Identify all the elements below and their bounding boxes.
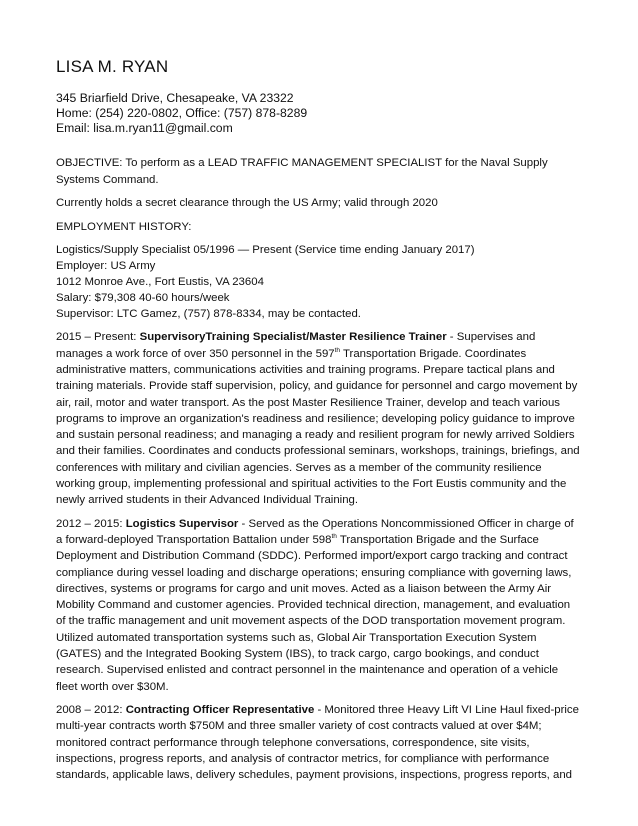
position-paragraph bbox=[56, 329, 582, 508]
email-line: Email: lisa.m.ryan11@gmail.com bbox=[56, 121, 233, 135]
position-paragraph bbox=[56, 516, 582, 695]
employer-address-line: 1012 Monroe Ave., Fort Eustis, VA 23604 bbox=[56, 276, 264, 289]
phone-line: Home: (254) 220-0802, Office: (757) 878-8289 bbox=[56, 106, 308, 120]
position-dates: 2012 – 2015: bbox=[56, 517, 126, 530]
job-title-line: Logistics/Supply Specialist 05/1996 — Present (Service time ending January 2017) bbox=[56, 244, 475, 257]
supervisor-line: Supervisor: LTC Gamez, (757) 878-8334, may be contacted. bbox=[56, 308, 361, 321]
position-title: SupervisoryTraining Specialist/Master Resilience Trainer bbox=[139, 331, 447, 344]
ordinal-suffix: th bbox=[334, 346, 341, 354]
applicant-name: LISA M. RYAN bbox=[56, 57, 169, 76]
position-dates: 2008 – 2012: bbox=[56, 703, 126, 716]
position-text-continued: Transportation Brigade. Coordinates administrative matters, communications activities and training programs. Prepare tactical plans and training materials. Provide staff supervision, policy, and guidance for personnel and cargo movement by air, rail, motor and water transport. As the post Master Resilience Trainer, develop and teach various programs to improve an organization's readiness and resilience; developing policy guidance to improve and sustain personal readiness; and managing a ready and resilient program for newly arrived Soldiers and their families. Coordinates and conducts professional seminars, workshops, trainings, briefings, and conferences with military and civilian agencies. Serves as a member of the community resilience working group, implementing professional and spiritual activities to the Fort Eustis community and the newly arrived students in their Advanced Individual Training. bbox=[56, 347, 580, 507]
position-text: - Served as the Operations Noncommissioned Officer in charge of a forward-deployed Transportation Battalion under 598 bbox=[56, 517, 574, 546]
position-paragraph bbox=[56, 702, 582, 783]
contact-block bbox=[56, 91, 582, 136]
position-text: - Monitored three Heavy Lift VI Line Haul fixed-price multi-year contracts worth $750M and three smaller variety of cost contracts valued at over $4M; monitored contract performance through telephone conversations, correspondence, site visits, inspections, progress reports, and analysis of contractor metrics, for compliance with performance standards, applicable laws, delivery schedules, payment provisions, inspections, progress reports, and bbox=[56, 703, 579, 782]
position-text-continued: Transportation Brigade and the Surface Deployment and Distribution Command (SDDC). Performed import/export cargo tracking and contract compliance during vessel loading and discharge operations; ensuring compliance with governing laws, directives, systems or programs for cargo and unit moves. Acted as a liaison between the Army Air Mobility Command and customer agencies. Provided technical direction, management, and evaluation of the traffic management and unit movement aspects of the DOD transportation movement program. Utilized automated transportation systems such as, Global Air Transportation Execution System (GATES) and the Integrated Booking System (IBS), to track cargo, cargo bookings, and conduct research. Supervised enlisted and contract personnel in the maintenance and operation of a vehicle fleet worth over $30M. bbox=[56, 533, 572, 693]
employer-line: Employer: US Army bbox=[56, 260, 156, 273]
salary-line: Salary: $79,308 40-60 hours/week bbox=[56, 292, 230, 305]
position-title: Contracting Officer Representative bbox=[125, 703, 315, 716]
clearance-statement: Currently holds a secret clearance through the US Army; valid through 2020 bbox=[56, 197, 438, 210]
position-text: - Supervises and manages a work force of over 350 personnel in the 597 bbox=[56, 331, 536, 360]
position-title: Logistics Supervisor bbox=[125, 517, 239, 530]
current-job-block bbox=[56, 242, 582, 322]
position-dates: 2015 – Present: bbox=[56, 331, 140, 344]
address-line: 345 Briarfield Drive, Chesapeake, VA 23322 bbox=[56, 91, 294, 105]
ordinal-suffix: th bbox=[331, 532, 337, 540]
objective-statement: OBJECTIVE: To perform as a LEAD TRAFFIC MANAGEMENT SPECIALIST for the Naval Supply Systems Command. bbox=[56, 157, 548, 186]
employment-history-heading: EMPLOYMENT HISTORY: bbox=[56, 220, 192, 233]
